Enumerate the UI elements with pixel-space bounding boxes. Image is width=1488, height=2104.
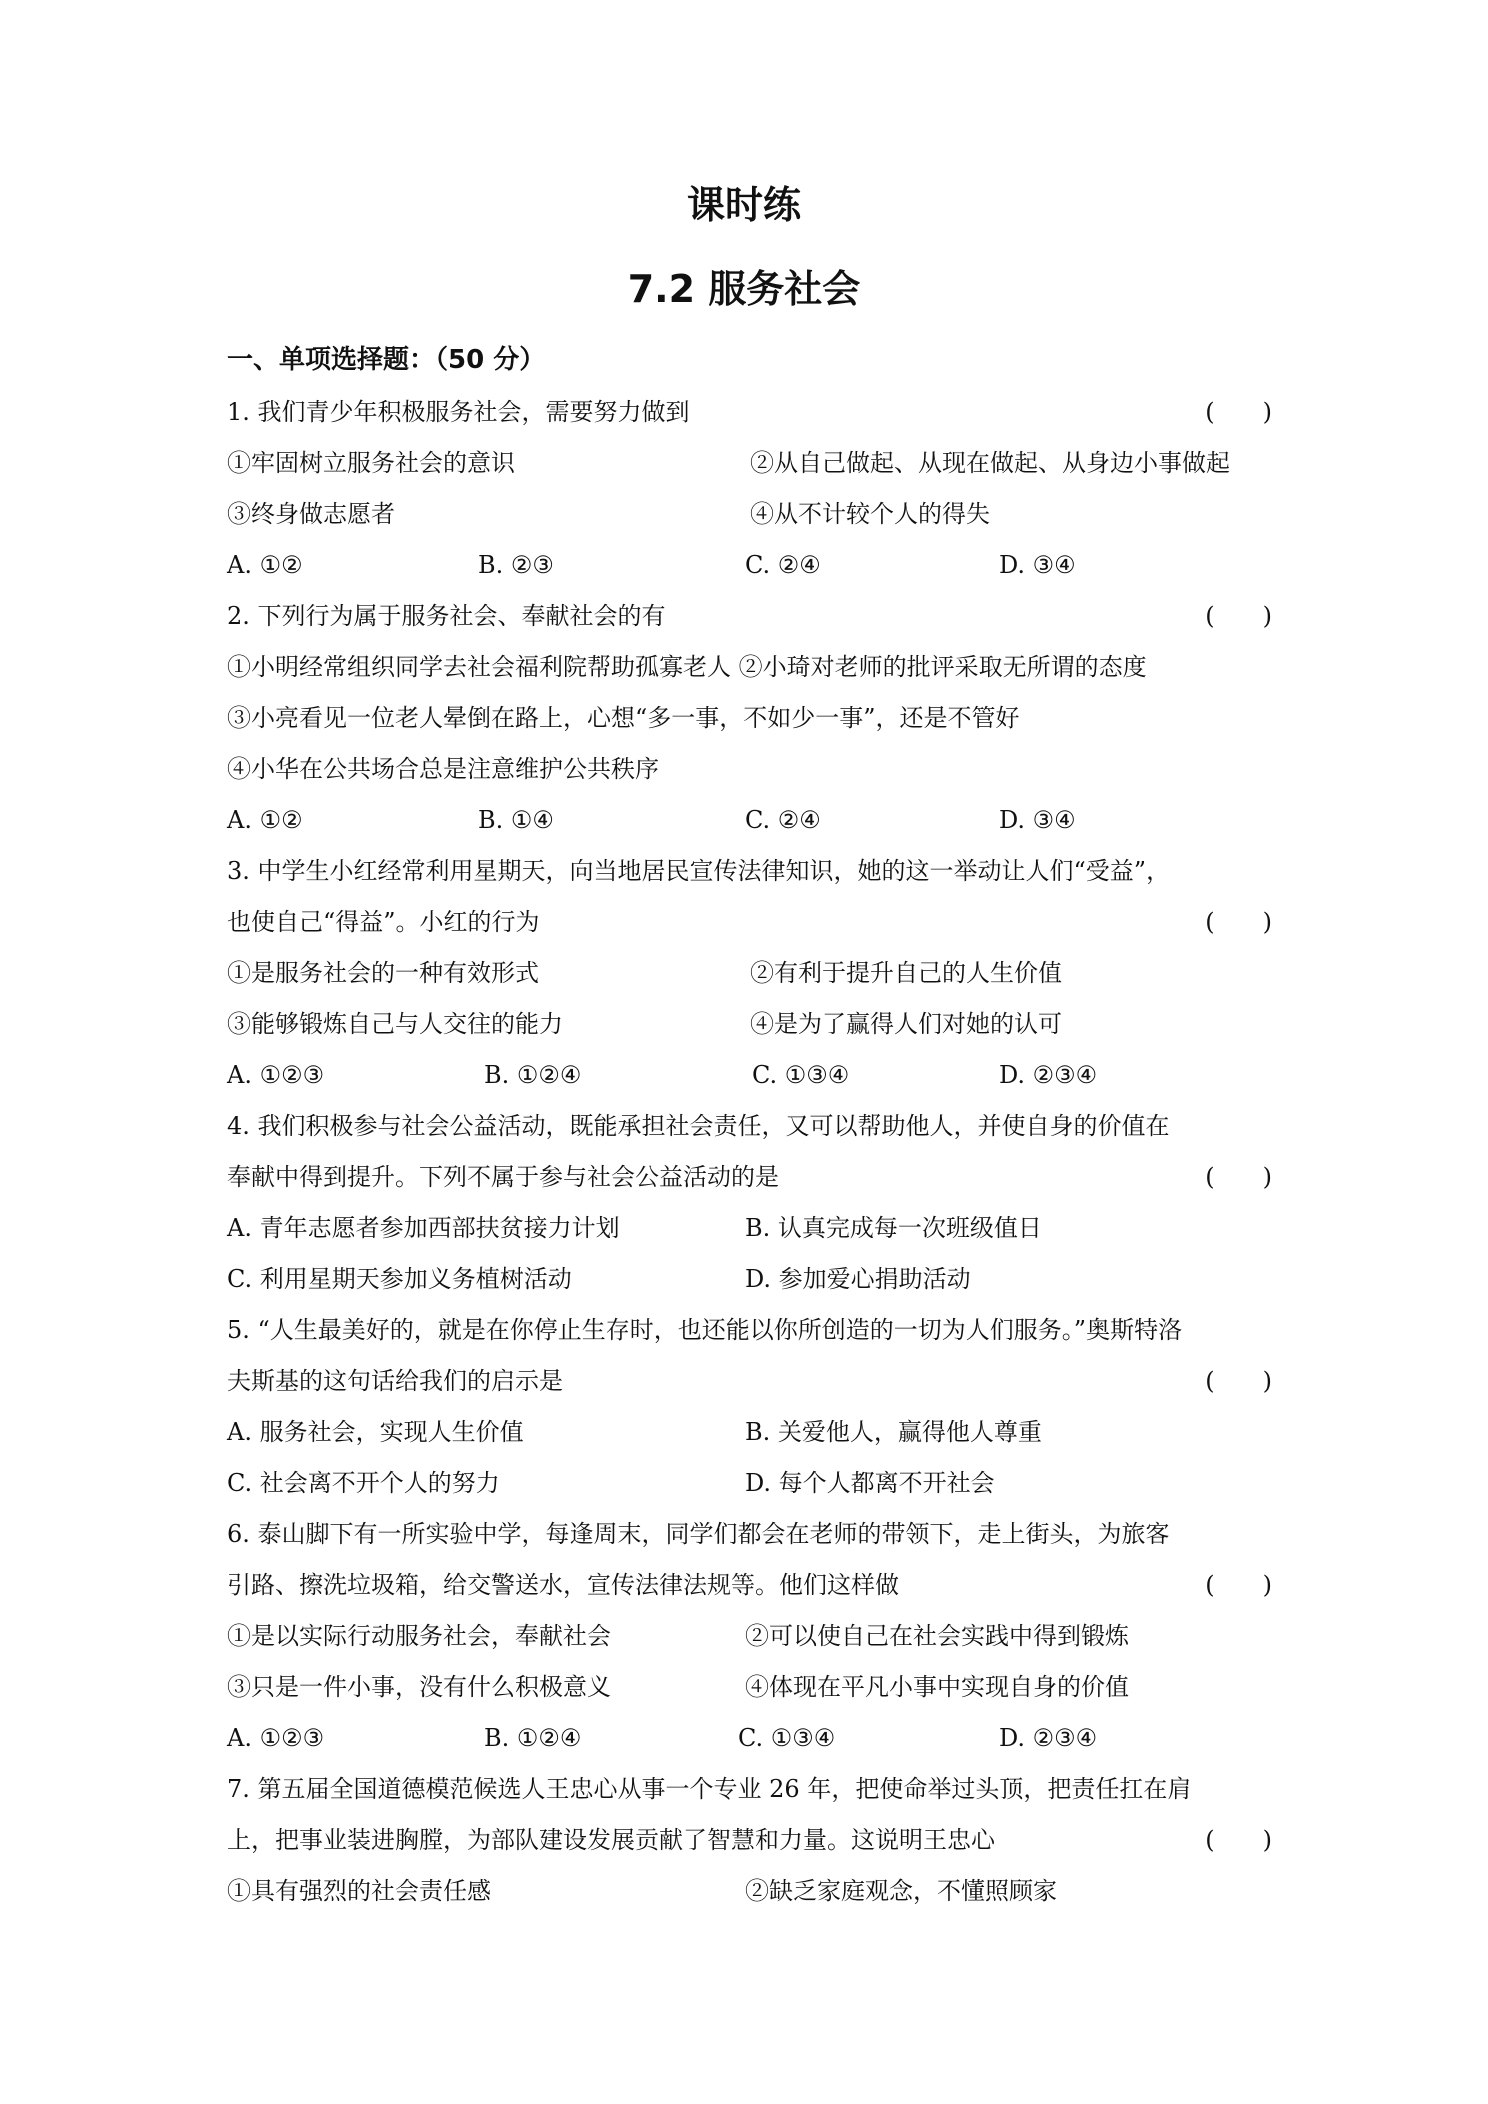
question-4-stem: 奉献中得到提升。下列不属于参与社会公益活动的是 ( ) [227, 1159, 1272, 1195]
option: B. ①②④ [484, 1724, 582, 1752]
question-3-statements-row [227, 955, 1272, 991]
statement: ③只是一件小事，没有什么积极意义 [227, 1673, 611, 1701]
question-1-statements-row [227, 445, 1272, 481]
option: A. ①② [227, 551, 303, 579]
option: A. ①②③ [227, 1724, 325, 1752]
question-3-stem: 3. 中学生小红经常利用星期天，向当地居民宣传法律知识，她的这一举动让人们“受益”， [227, 857, 1171, 885]
option: A. ①②③ [227, 1061, 325, 1089]
option: B. ①④ [478, 806, 554, 834]
page-title: 课时练 [686, 183, 801, 227]
statement: ②缺乏家庭观念，不懂照顾家 [745, 1877, 1057, 1905]
statement: ④小华在公共场合总是注意维护公共秩序 [227, 755, 659, 783]
answer-bracket: ( ) [1205, 1826, 1272, 1854]
option: D. 参加爱心捐助活动 [745, 1265, 971, 1293]
question-3-statements-row [227, 1006, 1272, 1042]
option: B. ②③ [478, 551, 554, 579]
statement: ①是以实际行动服务社会，奉献社会 [227, 1622, 611, 1650]
option: D. 每个人都离不开社会 [745, 1469, 995, 1497]
question-5-stem: 夫斯基的这句话给我们的启示是 ( ) [227, 1363, 1272, 1399]
question-7-stem: 7. 第五届全国道德模范候选人王忠心从事一个专业 26 年，把使命举过头顶，把责任扛在肩 [227, 1775, 1192, 1803]
question-2-options [227, 802, 1272, 838]
question-2-statements-row [227, 700, 1272, 736]
section-heading: 一、单项选择题：（50 分） [227, 345, 546, 375]
statement: ④从不计较个人的得失 [750, 500, 990, 528]
option: C. ①③④ [752, 1061, 850, 1089]
question-7-statements-row [227, 1873, 1272, 1909]
option: B. ①②④ [484, 1061, 582, 1089]
question-6-options [227, 1720, 1272, 1756]
answer-bracket: ( ) [1205, 398, 1272, 426]
option: C. 利用星期天参加义务植树活动 [227, 1265, 572, 1293]
statement: ①具有强烈的社会责任感 [227, 1877, 491, 1905]
question-6-statements-row [227, 1618, 1272, 1654]
option: A. 青年志愿者参加西部扶贫接力计划 [227, 1214, 620, 1242]
question-6-stem: 引路、擦洗垃圾箱，给交警送水，宣传法律法规等。他们这样做 ( ) [227, 1567, 1272, 1603]
question-6-stem: 6. 泰山脚下有一所实验中学，每逢周末，同学们都会在老师的带领下，走上街头，为旅客 [227, 1520, 1170, 1548]
option: D. ③④ [999, 551, 1076, 579]
question-4-options [227, 1210, 1272, 1246]
page-subtitle: 7.2 服务社会 [627, 267, 861, 311]
question-1-stem: 1. 我们青少年积极服务社会，需要努力做到 ( ) [227, 394, 1272, 430]
option: B. 关爱他人，赢得他人尊重 [745, 1418, 1042, 1446]
question-2-statements-row [227, 751, 1272, 787]
question-5-options [227, 1465, 1272, 1501]
option: C. ①③④ [738, 1724, 836, 1752]
question-5-options [227, 1414, 1272, 1450]
option: D. ③④ [999, 806, 1076, 834]
statement: ①牢固树立服务社会的意识 [227, 449, 515, 477]
statement: ③小亮看见一位老人晕倒在路上，心想“多一事，不如少一事”，还是不管好 [227, 704, 1020, 732]
question-1-statements-row [227, 496, 1272, 532]
statement: ④体现在平凡小事中实现自身的价值 [745, 1673, 1129, 1701]
question-3-stem: 也使自己“得益”。小红的行为 ( ) [227, 904, 1272, 940]
statement: ②有利于提升自己的人生价值 [750, 959, 1062, 987]
answer-bracket: ( ) [1205, 1163, 1272, 1191]
question-7-stem: 上，把事业装进胸膛，为部队建设发展贡献了智慧和力量。这说明王忠心 ( ) [227, 1822, 1272, 1858]
option: B. 认真完成每一次班级值日 [745, 1214, 1042, 1242]
question-3-options [227, 1057, 1272, 1093]
option: D. ②③④ [999, 1061, 1098, 1089]
statement: ①小明经常组织同学去社会福利院帮助孤寡老人 ②小琦对老师的批评采取无所谓的态度 [227, 653, 1147, 681]
statement: ③终身做志愿者 [227, 500, 395, 528]
question-6-statements-row [227, 1669, 1272, 1705]
statement: ②可以使自己在社会实践中得到锻炼 [745, 1622, 1129, 1650]
option: C. ②④ [745, 806, 821, 834]
option: A. ①② [227, 806, 303, 834]
option: C. 社会离不开个人的努力 [227, 1469, 500, 1497]
answer-bracket: ( ) [1205, 1571, 1272, 1599]
answer-bracket: ( ) [1205, 602, 1272, 630]
statement: ①是服务社会的一种有效形式 [227, 959, 539, 987]
answer-bracket: ( ) [1205, 1367, 1272, 1395]
question-4-stem: 4. 我们积极参与社会公益活动，既能承担社会责任，又可以帮助他人，并使自身的价值在 [227, 1112, 1170, 1140]
statement: ③能够锻炼自己与人交往的能力 [227, 1010, 563, 1038]
option: D. ②③④ [999, 1724, 1098, 1752]
question-2-statements-row [227, 649, 1272, 685]
question-1-options [227, 547, 1272, 583]
question-4-options [227, 1261, 1272, 1297]
question-5-stem: 5. “人生最美好的，就是在你停止生存时，也还能以你所创造的一切为人们服务。”奥斯特洛 [227, 1316, 1183, 1344]
statement: ④是为了赢得人们对她的认可 [750, 1010, 1062, 1038]
option: A. 服务社会，实现人生价值 [227, 1418, 524, 1446]
option: C. ②④ [745, 551, 821, 579]
question-2-stem: 2. 下列行为属于服务社会、奉献社会的有 ( ) [227, 598, 1272, 634]
answer-bracket: ( ) [1205, 908, 1272, 936]
statement: ②从自己做起、从现在做起、从身边小事做起 [750, 449, 1230, 477]
